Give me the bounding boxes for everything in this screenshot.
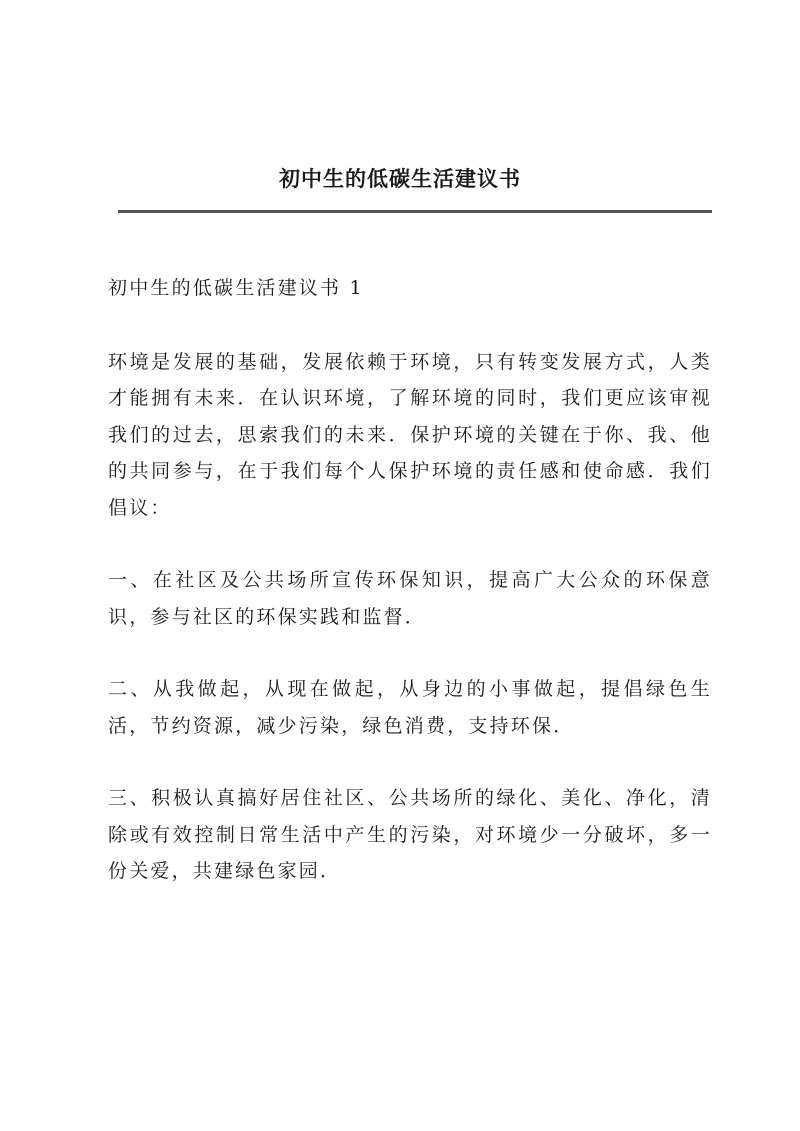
paragraph-proposal-2: 二、从我做起，从现在做起，从身边的小事做起，提倡绿色生活，节约资源，减少污染，绿色消费，支持环保．	[108, 678, 712, 737]
title-divider	[118, 210, 712, 213]
paragraph-proposal-1: 一、在社区及公共场所宣传环保知识，提高广大公众的环保意识，参与社区的环保实践和监督．	[108, 569, 712, 628]
document-title: 初中生的低碳生活建议书	[279, 166, 521, 191]
document-body	[108, 270, 712, 926]
section-heading: 初中生的低碳生活建议书 1	[108, 277, 364, 299]
paragraph-proposal-3: 三、积极认真搞好居住社区、公共场所的绿化、美化、净化，清除或有效控制日常生活中产生的污染，对环境少一分破坏，多一份关爱，共建绿色家园．	[108, 787, 712, 882]
paragraph-intro: 环境是发展的基础，发展依赖于环境，只有转变发展方式，人类才能拥有未来．在认识环境，了解环境的同时，我们更应该审视我们的过去，思索我们的未来．保护环境的关键在于你、我、他的共同参与，在于我们每个人保护环境的责任感和使命感．我们倡议：	[108, 350, 712, 519]
